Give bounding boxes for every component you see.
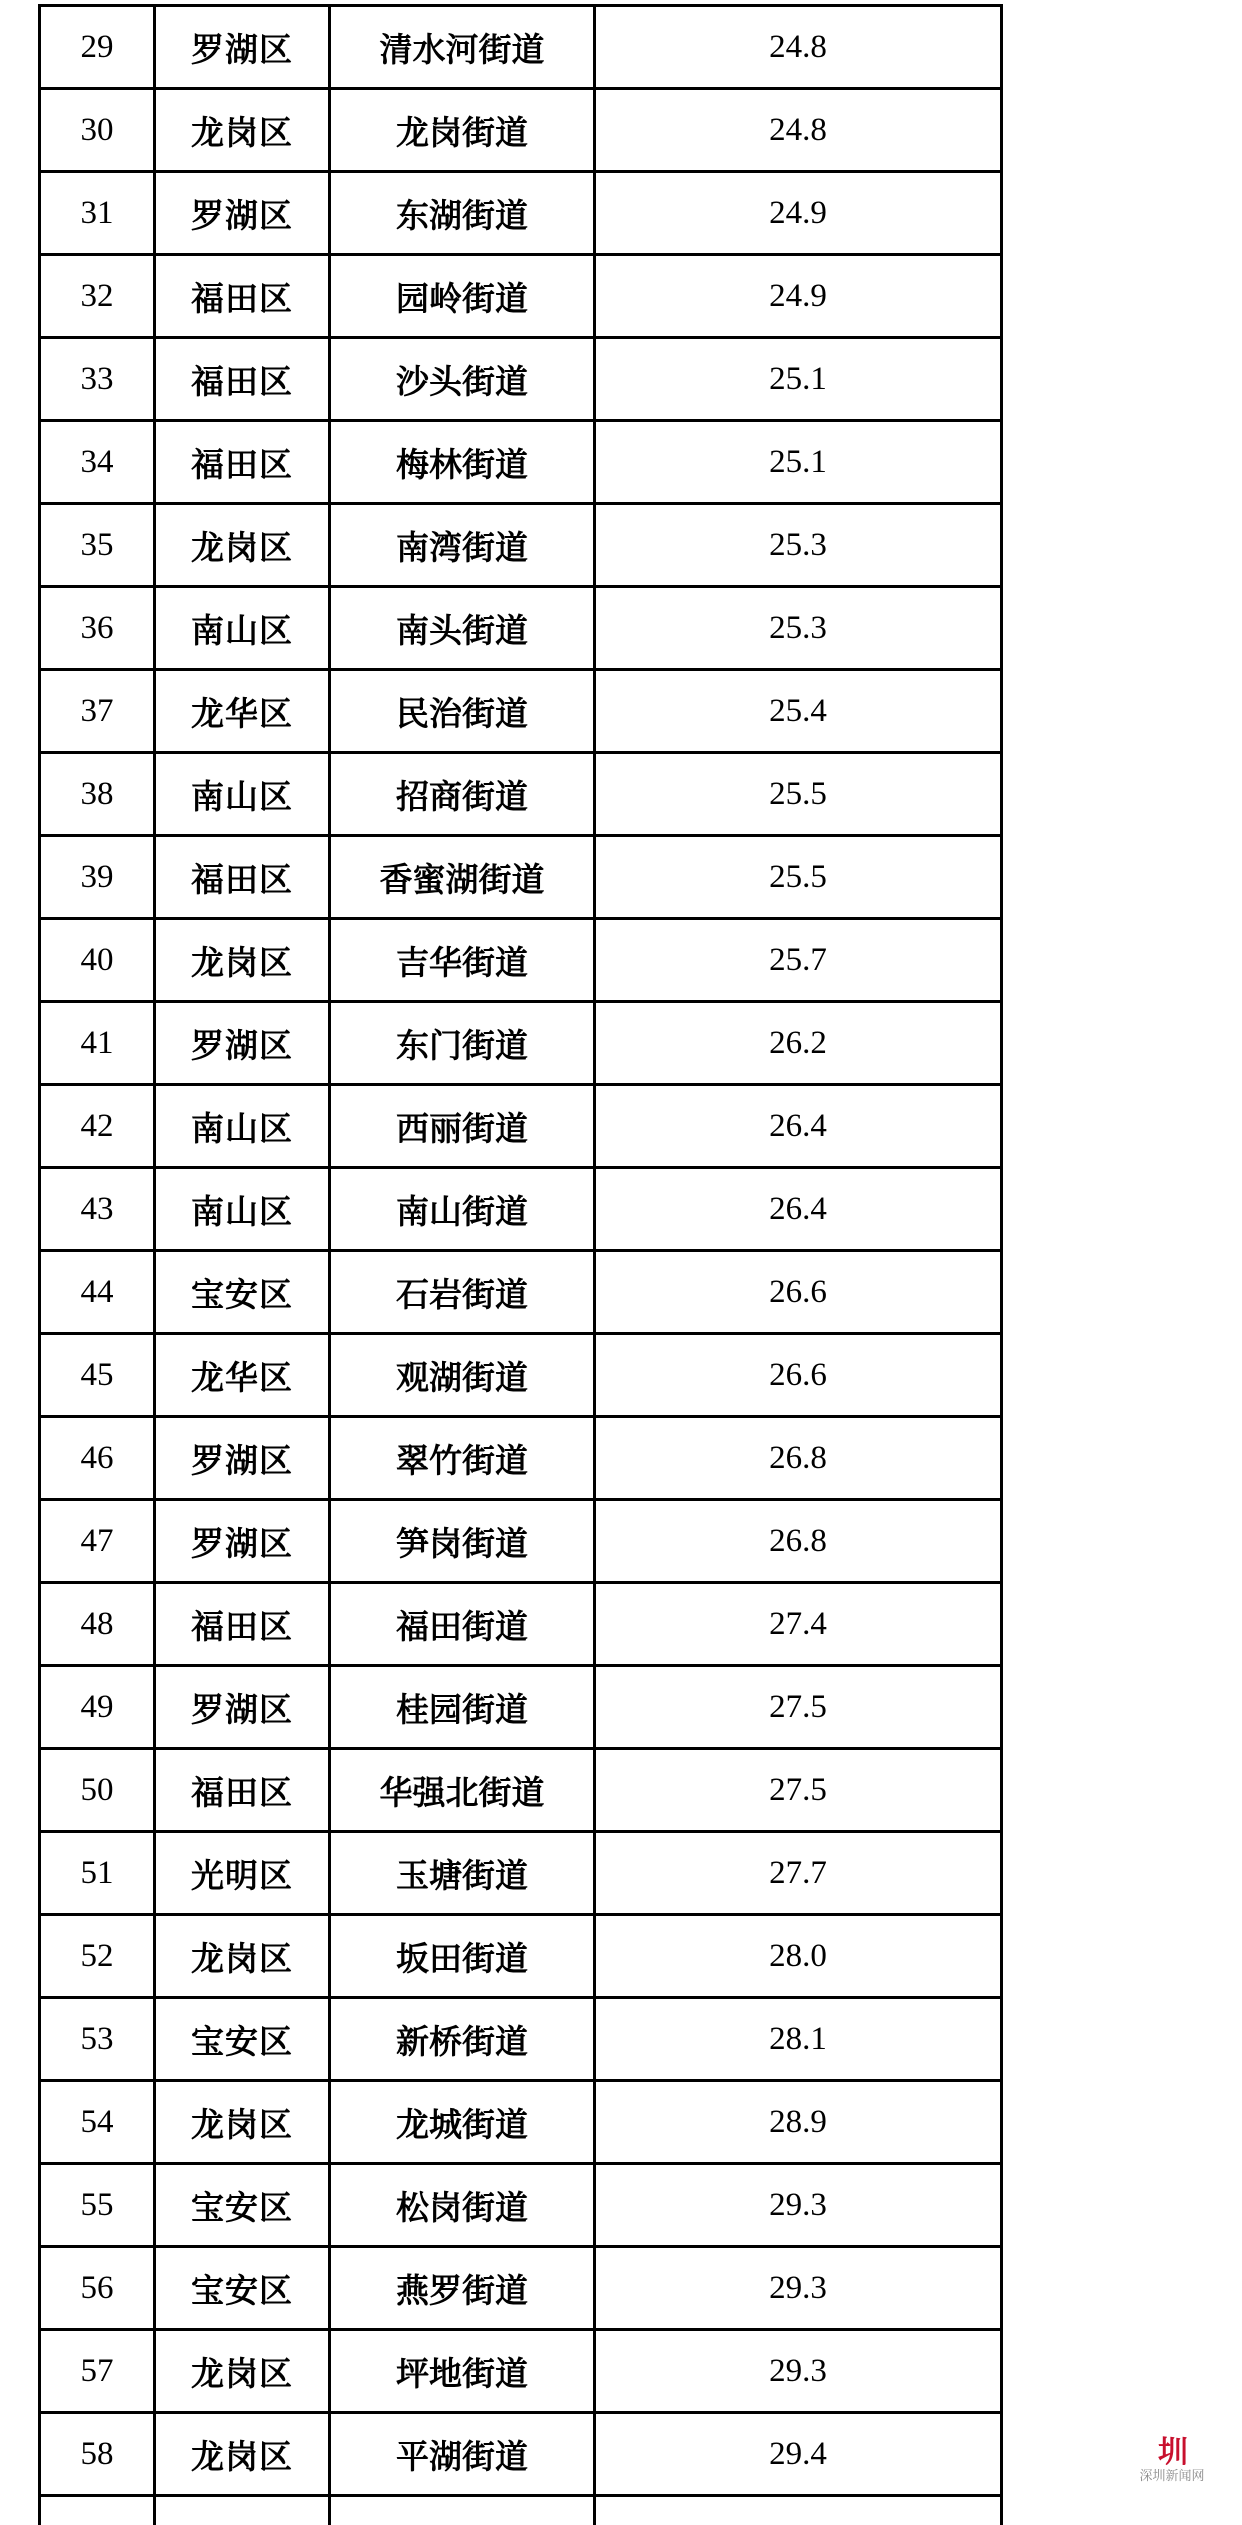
cell-value: 25.3 xyxy=(595,504,1002,587)
cell-district: 龙华区 xyxy=(155,1334,330,1417)
table-row xyxy=(40,255,1002,338)
cell-value: 26.8 xyxy=(595,1417,1002,1500)
cell-district: 宝安区 xyxy=(155,2247,330,2330)
cell-street: 南湾街道 xyxy=(330,504,595,587)
cell-street: 翠竹街道 xyxy=(330,1417,595,1500)
cell-street: 东门街道 xyxy=(330,1002,595,1085)
cell-rank: 55 xyxy=(40,2164,155,2247)
watermark xyxy=(1112,2437,1232,2495)
table-row xyxy=(40,919,1002,1002)
cell-street: 梅林街道 xyxy=(330,421,595,504)
cell-value: 25.5 xyxy=(595,836,1002,919)
table-row xyxy=(40,753,1002,836)
table-row xyxy=(40,1666,1002,1749)
cell-district: 福田区 xyxy=(155,836,330,919)
cell-rank: 51 xyxy=(40,1832,155,1915)
cell-district: 罗湖区 xyxy=(155,6,330,89)
cell-rank: 35 xyxy=(40,504,155,587)
cell-value: 26.6 xyxy=(595,1334,1002,1417)
cell-value: 24.9 xyxy=(595,172,1002,255)
cell-value: 25.1 xyxy=(595,421,1002,504)
cell-value: 27.7 xyxy=(595,1832,1002,1915)
cell-street: 新桥街道 xyxy=(330,1998,595,2081)
cell-street: 坪地街道 xyxy=(330,2330,595,2413)
cell-rank: 46 xyxy=(40,1417,155,1500)
cell-rank: 47 xyxy=(40,1500,155,1583)
cell-district: 龙岗区 xyxy=(155,504,330,587)
table-row xyxy=(40,1417,1002,1500)
cell-rank: 38 xyxy=(40,753,155,836)
cell-rank: 49 xyxy=(40,1666,155,1749)
cell-value xyxy=(595,2496,1002,2525)
cell-district: 福田区 xyxy=(155,421,330,504)
cell-district: 龙岗区 xyxy=(155,1915,330,1998)
table-row xyxy=(40,1583,1002,1666)
table-row xyxy=(40,1334,1002,1417)
cell-rank: 54 xyxy=(40,2081,155,2164)
cell-street: 清水河街道 xyxy=(330,6,595,89)
cell-value: 25.1 xyxy=(595,338,1002,421)
cell-district: 南山区 xyxy=(155,1168,330,1251)
table-row xyxy=(40,172,1002,255)
table-row xyxy=(40,2081,1002,2164)
cell-district xyxy=(155,2496,330,2525)
table-row xyxy=(40,587,1002,670)
table-row xyxy=(40,504,1002,587)
cell-rank: 33 xyxy=(40,338,155,421)
table-row xyxy=(40,1749,1002,1832)
table-row xyxy=(40,1002,1002,1085)
cell-district: 罗湖区 xyxy=(155,1666,330,1749)
cell-district: 龙岗区 xyxy=(155,89,330,172)
cell-rank: 50 xyxy=(40,1749,155,1832)
ranking-table xyxy=(38,4,1003,2525)
cell-rank: 37 xyxy=(40,670,155,753)
cell-district: 宝安区 xyxy=(155,1251,330,1334)
cell-rank: 52 xyxy=(40,1915,155,1998)
cell-value: 28.0 xyxy=(595,1915,1002,1998)
cell-street: 平湖街道 xyxy=(330,2413,595,2496)
cell-value: 25.4 xyxy=(595,670,1002,753)
cell-rank: 57 xyxy=(40,2330,155,2413)
cell-district: 南山区 xyxy=(155,1085,330,1168)
cell-district: 宝安区 xyxy=(155,2164,330,2247)
cell-rank: 48 xyxy=(40,1583,155,1666)
cell-rank: 42 xyxy=(40,1085,155,1168)
cell-value: 26.4 xyxy=(595,1168,1002,1251)
table-row xyxy=(40,836,1002,919)
cell-rank: 32 xyxy=(40,255,155,338)
cell-street: 龙岗街道 xyxy=(330,89,595,172)
cell-district: 罗湖区 xyxy=(155,172,330,255)
watermark-label: 深圳新闻网 xyxy=(1112,2469,1232,2485)
cell-street: 坂田街道 xyxy=(330,1915,595,1998)
cell-street: 东湖街道 xyxy=(330,172,595,255)
cell-district: 福田区 xyxy=(155,1749,330,1832)
cell-street: 桂园街道 xyxy=(330,1666,595,1749)
cell-rank: 39 xyxy=(40,836,155,919)
cell-value: 26.4 xyxy=(595,1085,1002,1168)
cell-street: 玉塘街道 xyxy=(330,1832,595,1915)
table-row xyxy=(40,6,1002,89)
cell-district: 龙岗区 xyxy=(155,2330,330,2413)
cell-rank: 56 xyxy=(40,2247,155,2330)
cell-rank: 41 xyxy=(40,1002,155,1085)
table-row xyxy=(40,1500,1002,1583)
cell-district: 罗湖区 xyxy=(155,1500,330,1583)
table-row xyxy=(40,1832,1002,1915)
cell-street: 燕罗街道 xyxy=(330,2247,595,2330)
cell-street: 吉华街道 xyxy=(330,919,595,1002)
cell-district: 福田区 xyxy=(155,1583,330,1666)
table-row xyxy=(40,2164,1002,2247)
cell-rank: 58 xyxy=(40,2413,155,2496)
cell-street: 香蜜湖街道 xyxy=(330,836,595,919)
cell-district: 龙岗区 xyxy=(155,2081,330,2164)
table-row xyxy=(40,1998,1002,2081)
cell-value: 25.3 xyxy=(595,587,1002,670)
cell-street: 民治街道 xyxy=(330,670,595,753)
cell-district: 罗湖区 xyxy=(155,1417,330,1500)
cell-rank: 36 xyxy=(40,587,155,670)
cell-value: 28.9 xyxy=(595,2081,1002,2164)
cell-value: 25.7 xyxy=(595,919,1002,1002)
cell-rank: 45 xyxy=(40,1334,155,1417)
cell-rank: 29 xyxy=(40,6,155,89)
table-row-partial xyxy=(40,2496,1002,2525)
table-row xyxy=(40,2413,1002,2496)
cell-district: 福田区 xyxy=(155,255,330,338)
cell-street: 沙头街道 xyxy=(330,338,595,421)
cell-street: 园岭街道 xyxy=(330,255,595,338)
cell-value: 24.9 xyxy=(595,255,1002,338)
cell-rank: 44 xyxy=(40,1251,155,1334)
table-row xyxy=(40,89,1002,172)
cell-value: 28.1 xyxy=(595,1998,1002,2081)
table-row xyxy=(40,1915,1002,1998)
cell-district: 宝安区 xyxy=(155,1998,330,2081)
cell-street: 西丽街道 xyxy=(330,1085,595,1168)
cell-value: 27.5 xyxy=(595,1749,1002,1832)
cell-street: 招商街道 xyxy=(330,753,595,836)
cell-district: 南山区 xyxy=(155,753,330,836)
cell-street xyxy=(330,2496,595,2525)
cell-street: 龙城街道 xyxy=(330,2081,595,2164)
cell-district: 龙华区 xyxy=(155,670,330,753)
table-row xyxy=(40,670,1002,753)
cell-value: 29.3 xyxy=(595,2330,1002,2413)
table-body xyxy=(40,6,1002,2525)
table-row xyxy=(40,338,1002,421)
table-row xyxy=(40,2247,1002,2330)
cell-street: 福田街道 xyxy=(330,1583,595,1666)
cell-value: 24.8 xyxy=(595,6,1002,89)
cell-street: 笋岗街道 xyxy=(330,1500,595,1583)
table-row xyxy=(40,1085,1002,1168)
cell-rank: 34 xyxy=(40,421,155,504)
cell-district: 罗湖区 xyxy=(155,1002,330,1085)
cell-rank: 30 xyxy=(40,89,155,172)
cell-value: 27.5 xyxy=(595,1666,1002,1749)
cell-street: 华强北街道 xyxy=(330,1749,595,1832)
cell-value: 29.3 xyxy=(595,2164,1002,2247)
cell-district: 龙岗区 xyxy=(155,919,330,1002)
cell-value: 29.4 xyxy=(595,2413,1002,2496)
table-row xyxy=(40,1251,1002,1334)
cell-street: 松岗街道 xyxy=(330,2164,595,2247)
cell-street: 南山街道 xyxy=(330,1168,595,1251)
cell-value: 25.5 xyxy=(595,753,1002,836)
cell-value: 24.8 xyxy=(595,89,1002,172)
cell-value: 27.4 xyxy=(595,1583,1002,1666)
cell-district: 龙岗区 xyxy=(155,2413,330,2496)
cell-value: 29.3 xyxy=(595,2247,1002,2330)
cell-district: 南山区 xyxy=(155,587,330,670)
cell-street: 观湖街道 xyxy=(330,1334,595,1417)
cell-district: 光明区 xyxy=(155,1832,330,1915)
table-row xyxy=(40,421,1002,504)
cell-rank: 31 xyxy=(40,172,155,255)
cell-street: 石岩街道 xyxy=(330,1251,595,1334)
cell-street: 南头街道 xyxy=(330,587,595,670)
table-row xyxy=(40,1168,1002,1251)
cell-value: 26.8 xyxy=(595,1500,1002,1583)
cell-value: 26.2 xyxy=(595,1002,1002,1085)
watermark-logo: 圳 xyxy=(1112,2437,1232,2469)
cell-district: 福田区 xyxy=(155,338,330,421)
cell-rank: 43 xyxy=(40,1168,155,1251)
cell-rank: 53 xyxy=(40,1998,155,2081)
table-row xyxy=(40,2330,1002,2413)
cell-value: 26.6 xyxy=(595,1251,1002,1334)
cell-rank: 40 xyxy=(40,919,155,1002)
cell-rank xyxy=(40,2496,155,2525)
